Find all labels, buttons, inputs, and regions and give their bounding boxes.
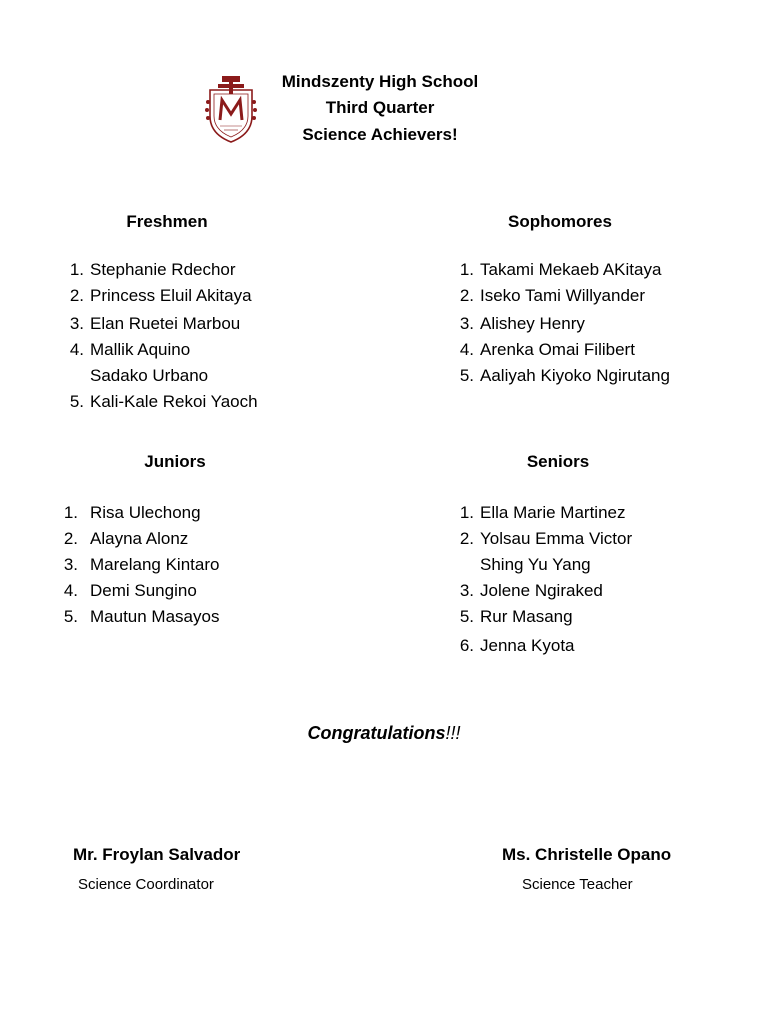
teacher-name: Ms. Christelle Opano [502,845,672,864]
list-number: 5. [459,366,474,385]
school-name: Mindszenty High School [281,72,479,91]
list-number: 5. [459,607,474,626]
list-number: 4. [459,340,474,359]
list-number: 2. [459,529,474,548]
list-number: 4. [69,340,84,359]
coordinator-role: Science Coordinator [78,876,214,893]
student-name: Alishey Henry [480,314,585,333]
student-name: Shing Yu Yang [480,555,591,574]
student-name: Mallik Aquino [90,340,191,359]
exclamation-marks: !!! [445,723,461,743]
list-number: 1. [69,260,84,279]
student-name: Elan Ruetei Marbou [90,314,241,333]
list-number: 3. [459,314,474,333]
student-name: Stephanie Rdechor [90,260,236,279]
list-number: 5. [69,392,84,411]
list-number: 2. [63,529,78,548]
list-number: 2. [69,286,84,305]
student-name: Mautun Masayos [90,607,220,626]
student-name: Jolene Ngiraked [480,581,603,600]
student-name: Rur Masang [480,607,573,626]
student-name: Arenka Omai Filibert [480,340,635,359]
list-number: 1. [459,503,474,522]
student-name: Sadako Urbano [90,366,209,385]
list-number: 1. [63,503,78,522]
page-title: Science Achievers! [302,125,458,144]
coordinator-name: Mr. Froylan Salvador [73,845,241,864]
congratulations-text [0,723,768,744]
student-name: Yolsau Emma Victor [480,529,633,548]
student-name: Princess Eluil Akitaya [90,286,252,305]
list-number: 3. [63,555,78,574]
student-name: Marelang Kintaro [90,555,220,574]
student-name: Iseko Tami Willyander [480,286,646,305]
student-name: Alayna Alonz [90,529,189,548]
seniors-heading: Seniors [526,452,590,471]
list-number: 2. [459,286,474,305]
quarter-label: Third Quarter [325,98,435,117]
student-name: Jenna Kyota [480,636,575,655]
list-number: 1. [459,260,474,279]
student-name: Risa Ulechong [90,503,201,522]
student-name: Takami Mekaeb AKitaya [480,260,662,279]
list-number: 3. [459,581,474,600]
student-name: Aaliyah Kiyoko Ngirutang [480,366,670,385]
sophomores-heading: Sophomores [508,212,612,231]
freshmen-heading: Freshmen [126,212,208,231]
list-number: 5. [63,607,78,626]
school-crest-logo [200,72,262,144]
congratulations-word: Congratulations [307,723,446,743]
student-name: Kali-Kale Rekoi Yaoch [90,392,258,411]
juniors-heading: Juniors [144,452,206,471]
teacher-role: Science Teacher [522,876,633,893]
student-name: Demi Sungino [90,581,197,600]
list-number: 3. [69,314,84,333]
student-name: Ella Marie Martinez [480,503,626,522]
list-number: 4. [63,581,78,600]
list-number: 6. [459,636,474,655]
